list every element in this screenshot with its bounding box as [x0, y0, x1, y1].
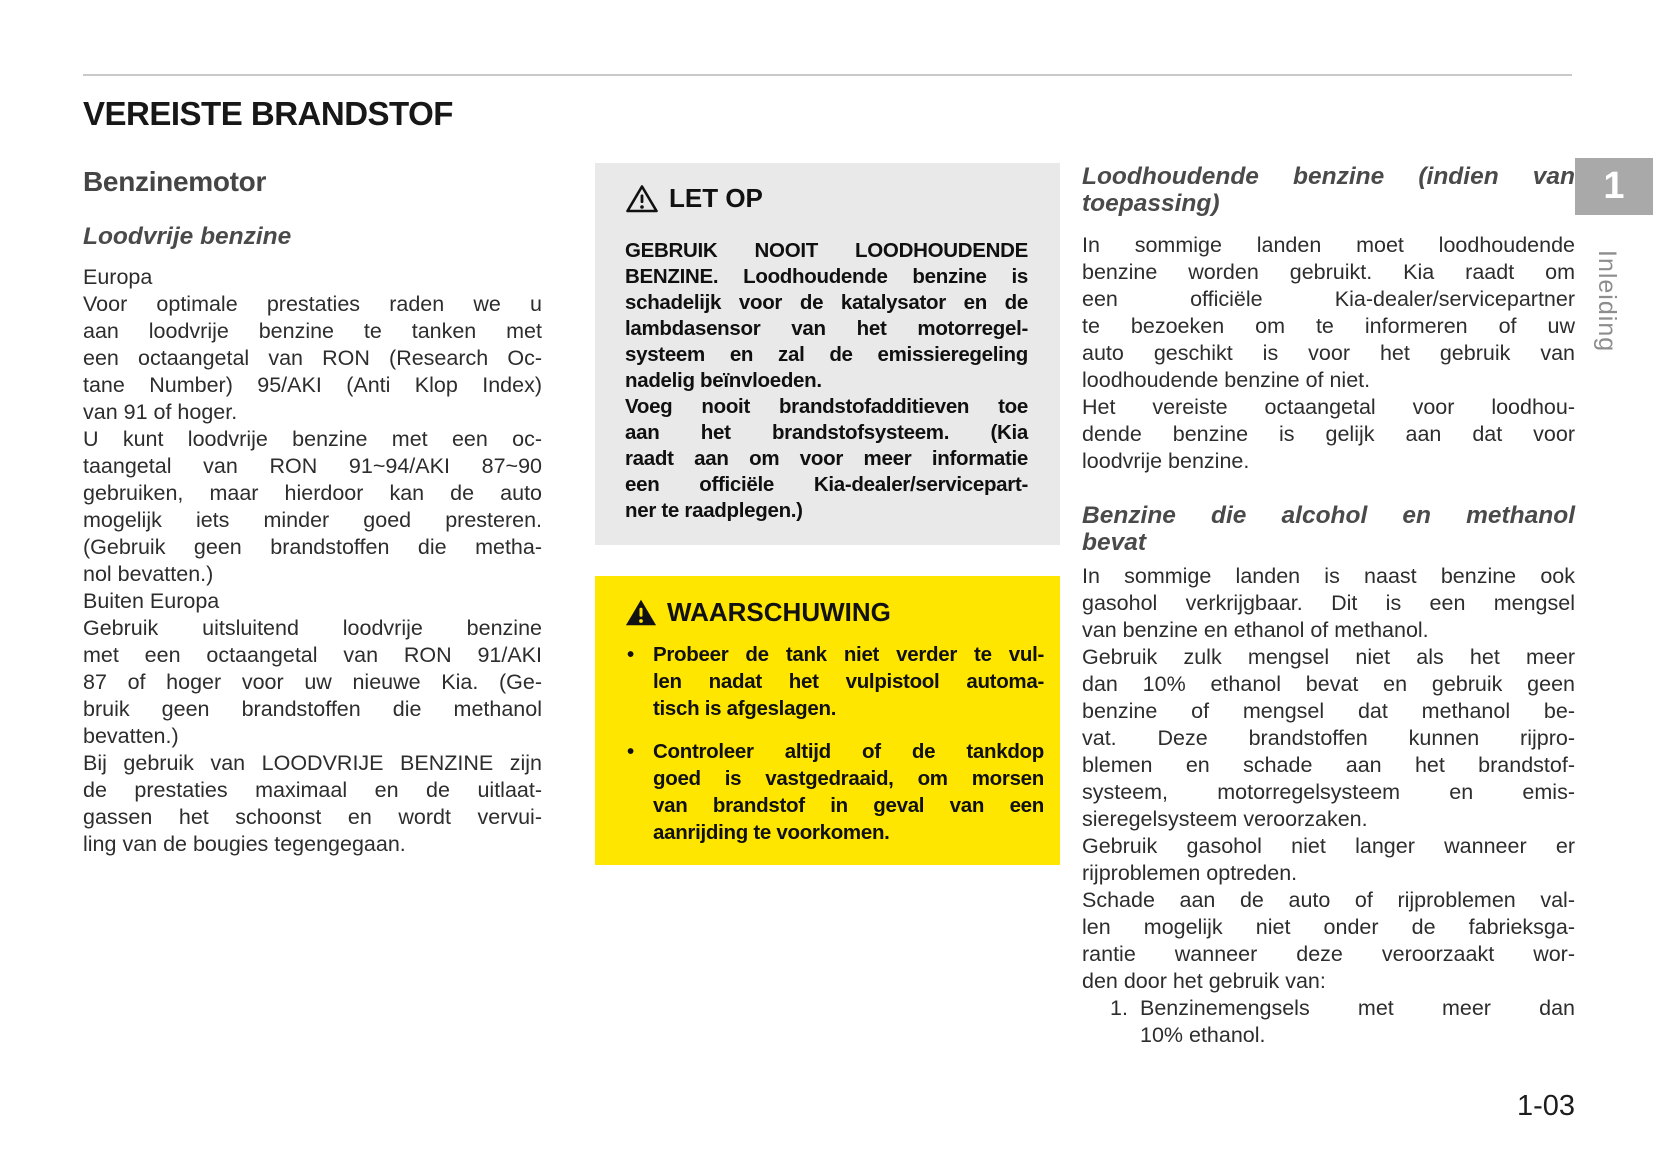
- text-line: gasohol verkrijgbaar. Dit is een mengsel: [1082, 591, 1575, 615]
- numbered-list: [1082, 995, 1575, 1049]
- caution-box: [595, 163, 1060, 545]
- text-line: Loodhoudende benzine (indien van: [1082, 163, 1575, 190]
- heading-loodhoudende-benzine: [1082, 163, 1575, 217]
- text-line: Bij gebruik van LOODVRIJE BENZINE zijn: [83, 751, 542, 775]
- numbered-list-item: [1082, 995, 1575, 1049]
- warning-bullet-item: [625, 738, 1044, 846]
- text-line: de prestaties maximaal en de uitlaat-: [83, 778, 542, 802]
- warning-triangle-filled-icon: [625, 598, 657, 627]
- caution-box-title: LET OP: [669, 183, 763, 213]
- text-line: nol bevatten.): [83, 562, 214, 586]
- text-line: Het vereiste octaangetal voor loodhou-: [1082, 395, 1575, 419]
- text-line: gebruiken, maar hierdoor kan de auto: [83, 481, 542, 505]
- list-item-text: [1140, 995, 1575, 1049]
- text-line: Schade aan de auto of rijproblemen val-: [1082, 888, 1575, 912]
- text-line: vat. Deze brandstoffen kunnen rijpro-: [1082, 726, 1575, 750]
- page-title: VEREISTE BRANDSTOF: [83, 95, 453, 132]
- chapter-number: 1: [1603, 165, 1625, 207]
- text-line: ling van de bougies tegengegaan.: [83, 832, 406, 856]
- text-line: aanrijding te voorkomen.: [653, 821, 890, 844]
- warning-box-title: WAARSCHUWING: [667, 597, 891, 627]
- text-line: GEBRUIK NOOIT LOODHOUDENDE: [625, 239, 1028, 262]
- text-line: tane Number) 95/AKI (Anti Klop Index): [83, 373, 542, 397]
- text-line: loodvrije benzine.: [1082, 449, 1250, 473]
- text-line: blemen en schade aan het brandstof-: [1082, 753, 1575, 777]
- bullet-marker: •: [627, 643, 635, 666]
- caution-box-text: [625, 238, 1028, 524]
- text-line: (Gebruik geen brandstoffen die metha-: [83, 535, 542, 559]
- text-line: van benzine en ethanol of methanol.: [1082, 618, 1429, 642]
- subsection-heading-loodvrije-benzine: Loodvrije benzine: [83, 223, 292, 250]
- text-line: tisch is afgeslagen.: [653, 697, 837, 720]
- text-line: goed is vastgedraaid, om morsen: [653, 767, 1044, 790]
- text-line: dan 10% ethanol bevat en gebruik geen: [1082, 672, 1575, 696]
- text-line: taangetal van RON 91~94/AKI 87~90: [83, 454, 542, 478]
- section-heading-benzinemotor: Benzinemotor: [83, 166, 267, 197]
- text-line: een officiële Kia-dealer/servicepart-: [625, 473, 1028, 496]
- bullet-text: [653, 641, 1044, 722]
- text-line: toepassing): [1082, 190, 1220, 217]
- text-line: Gebruik zulk mengsel niet als het meer: [1082, 645, 1575, 669]
- text-line: systeem, motorregelsysteem en emis-: [1082, 780, 1575, 804]
- caution-box-title-row: [625, 183, 1040, 214]
- text-line: aan het brandstofsysteem. (Kia: [625, 421, 1028, 444]
- text-line: gassen het schoonst en wordt vervui-: [83, 805, 542, 829]
- text-line: bevatten.): [83, 724, 179, 748]
- text-line: raadt aan om voor meer informatie: [625, 447, 1028, 470]
- text-line: dende benzine is gelijk aan dat voor: [1082, 422, 1575, 446]
- text-line: Controleer altijd of de tankdop: [653, 740, 1044, 763]
- text-line: van 91 of hoger.: [83, 400, 238, 424]
- text-line: sieregelsysteem veroorzaken.: [1082, 807, 1368, 831]
- chapter-label-vertical: Inleiding: [1593, 250, 1621, 353]
- right-column-paragraph-2: [1082, 563, 1575, 995]
- text-line: Voeg nooit brandstofadditieven toe: [625, 395, 1028, 418]
- text-line: benzine worden gebruikt. Kia raadt om: [1082, 260, 1575, 284]
- text-line: den door het gebruik van:: [1082, 969, 1326, 993]
- warning-box-title-row: [625, 597, 1044, 628]
- text-line: mogelijk iets minder goed presteren.: [83, 508, 542, 532]
- text-line: 10% ethanol.: [1140, 1023, 1266, 1047]
- warning-box: [595, 576, 1060, 865]
- text-line: lambdasensor van het motorregel-: [625, 317, 1028, 340]
- text-line: U kunt loodvrije benzine met een oc-: [83, 427, 542, 451]
- bullet-text: [653, 738, 1044, 846]
- list-item-number: 1.: [1110, 996, 1128, 1020]
- text-line: nadelig beïnvloeden.: [625, 369, 822, 392]
- text-line: ner te raadplegen.): [625, 499, 803, 522]
- left-column-body-text: [83, 264, 542, 858]
- text-line: bruik geen brandstoffen die methanol: [83, 697, 542, 721]
- text-line: Probeer de tank niet verder te vul-: [653, 643, 1044, 666]
- text-line: BENZINE. Loodhoudende benzine is: [625, 265, 1028, 288]
- text-line: Benzinemengsels met meer dan: [1140, 996, 1575, 1020]
- text-line: schadelijk voor de katalysator en de: [625, 291, 1028, 314]
- text-line: aan loodvrije benzine te tanken met: [83, 319, 542, 343]
- text-line: len mogelijk niet onder de fabrieksga-: [1082, 915, 1575, 939]
- text-line: met een octaangetal van RON 91/AKI: [83, 643, 542, 667]
- text-line: systeem en zal de emissieregeling: [625, 343, 1028, 366]
- chapter-tab: [1575, 158, 1653, 215]
- text-line: auto geschikt is voor het gebruik van: [1082, 341, 1575, 365]
- text-line: Benzine die alcohol en methanol: [1082, 502, 1575, 529]
- text-line: Gebruik uitsluitend loodvrije benzine: [83, 616, 542, 640]
- text-line: loodhoudende benzine of niet.: [1082, 368, 1371, 392]
- text-line: Voor optimale prestaties raden we u: [83, 292, 542, 316]
- top-rule: [83, 74, 1572, 76]
- text-line: te bezoeken om te informeren of uw: [1082, 314, 1575, 338]
- text-line: Buiten Europa: [83, 589, 220, 613]
- heading-benzine-alcohol-methanol: [1082, 502, 1575, 556]
- text-line: rijproblemen optreden.: [1082, 861, 1298, 885]
- text-line: een octaangetal van RON (Research Oc-: [83, 346, 542, 370]
- text-line: een officiële Kia-dealer/servicepartner: [1082, 287, 1575, 311]
- text-line: 87 of hoger voor uw nieuwe Kia. (Ge-: [83, 670, 542, 694]
- text-line: In sommige landen moet loodhoudende: [1082, 233, 1575, 257]
- bullet-marker: •: [627, 740, 635, 763]
- text-line: benzine of mengsel dat methanol be-: [1082, 699, 1575, 723]
- text-line: len nadat het vulpistool automa-: [653, 670, 1044, 693]
- text-line: bevat: [1082, 529, 1147, 556]
- text-line: van brandstof in geval van een: [653, 794, 1044, 817]
- warning-bullet-list: [625, 641, 1044, 846]
- warning-bullet-item: [625, 641, 1044, 722]
- text-line: In sommige landen is naast benzine ook: [1082, 564, 1575, 588]
- text-line: Europa: [83, 265, 153, 289]
- warning-triangle-outline-icon: [625, 184, 659, 214]
- text-line: rantie wanneer deze veroorzaakt wor-: [1082, 942, 1575, 966]
- right-column-paragraph-1: [1082, 232, 1575, 475]
- text-line: Gebruik gasohol niet langer wanneer er: [1082, 834, 1575, 858]
- page-number: 1-03: [1516, 1090, 1575, 1122]
